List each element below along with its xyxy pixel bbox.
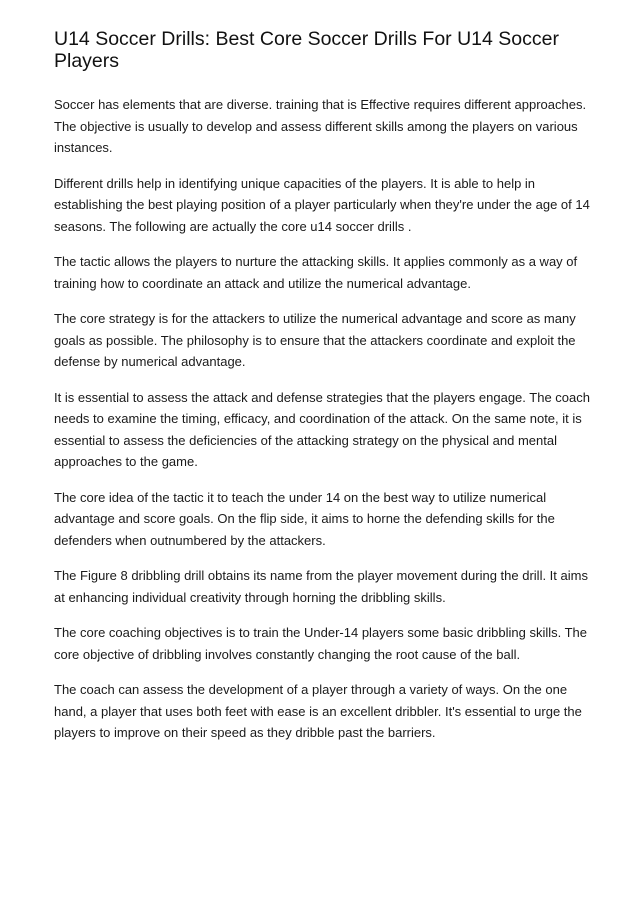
document-title: U14 Soccer Drills: Best Core Soccer Drills For U14 Soccer Players (54, 28, 559, 72)
paragraph: The tactic allows the players to nurture the attacking skills. It applies commonly as a way of training how to coordinate an attack and utilize the numerical advantage. (54, 254, 578, 291)
paragraph: The core strategy is for the attackers to utilize the numerical advantage and score as many goals as possible. The philosophy is to ensure that the attackers coordinate and exploit the defense by numerical advantage. (54, 311, 576, 369)
paragraph: The core idea of the tactic it to teach the under 14 on the best way to utilize numerical advantage and score goals. On the flip side, it aims to horne the defending skills for the defenders when outnumbered by the attackers. (54, 489, 555, 548)
paragraph: The Figure 8 dribbling drill obtains its name from the player movement during the drill. It aims at enhancing individual creativity through horning the dribbling skills. (54, 568, 588, 605)
paragraph: The coach can assess the development of a player through a variety of ways. On the one hand, a player that uses both feet with ease is an excellent dribbler. It's essential to urge the players to improve on their speed as they dribble past the barriers. (54, 682, 582, 740)
document-page (54, 28, 590, 758)
paragraph: It is essential to assess the attack and defense strategies that the players engage. The coach needs to examine the timing, efficacy, and coordination of the attack. On the same note, it is essential to assess the deficiencies of the attacking strategy on the physical and mental approaches to the game. (54, 389, 590, 469)
paragraph: The core coaching objectives is to train the Under-14 players some basic dribbling skills. The core objective of dribbling involves constantly changing the root cause of the ball. (54, 625, 588, 662)
paragraph: Different drills help in identifying unique capacities of the players. It is able to help in establishing the best playing position of a player particularly when they're under the age of 14 seasons. The following are actually the core u14 soccer drills . (54, 175, 590, 234)
paragraph: Soccer has elements that are diverse. training that is Effective requires different approaches. The objective is usually to develop and assess different skills among the players on various instances. (54, 97, 587, 155)
